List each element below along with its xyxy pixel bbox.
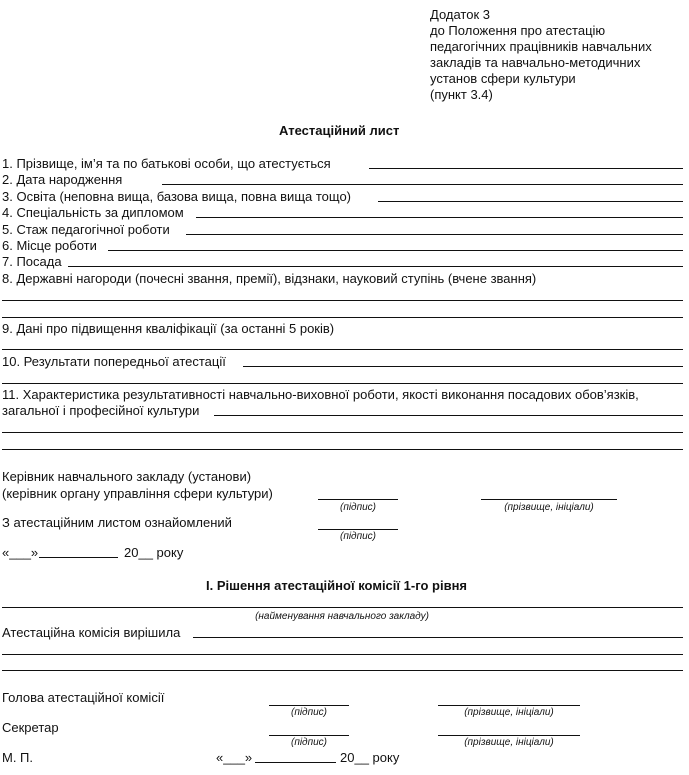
appendix-line: педагогічних працівників навчальних — [430, 39, 652, 54]
field-11-label-cont: загальної і професійної культури — [2, 403, 200, 418]
decided-label: Атестаційна комісія вирішила — [2, 625, 181, 640]
field-11-line[interactable] — [2, 449, 683, 450]
field-8-line[interactable] — [2, 317, 683, 318]
field-9-line[interactable] — [2, 349, 683, 350]
signature-caption: (підпис) — [340, 531, 376, 542]
appendix-header — [430, 7, 652, 103]
head-label-cont: (керівник органу управління сфери культури) — [2, 486, 273, 501]
name-caption: (прізвище, ініціали) — [464, 737, 554, 748]
chair-label: Голова атестаційної комісії — [2, 690, 165, 705]
field-1-label: 1. Прізвище, ім’я та по батькові особи, що атестується — [2, 156, 331, 171]
decided-line[interactable] — [2, 654, 683, 655]
secretary-label: Секретар — [2, 720, 59, 735]
name-caption: (прізвище, ініціали) — [504, 502, 594, 513]
field-10-line[interactable] — [243, 366, 683, 367]
date-day: «___» — [2, 545, 39, 560]
name-caption: (прізвище, ініціали) — [464, 707, 554, 718]
institution-caption: (найменування навчального закладу) — [255, 611, 429, 622]
field-11-label: 11. Характеристика результативності навчально-виховної роботи, якості виконання посадових обов’язків, — [2, 387, 639, 402]
field-2-label: 2. Дата народження — [2, 172, 123, 187]
field-6-label: 6. Місце роботи — [2, 238, 97, 253]
signature-caption: (підпис) — [340, 502, 376, 513]
field-6-line[interactable] — [108, 250, 683, 251]
appendix-line: установ сфери культури — [430, 71, 576, 86]
decision-date-month-line[interactable] — [255, 762, 336, 763]
institution-line[interactable] — [2, 607, 683, 608]
field-4-line[interactable] — [196, 217, 683, 218]
field-3-line[interactable] — [378, 201, 683, 202]
secretary-name-line[interactable] — [438, 735, 580, 736]
field-5-line[interactable] — [186, 234, 683, 235]
head-name-line[interactable] — [481, 499, 617, 500]
field-11-line[interactable] — [214, 415, 683, 416]
field-2-line[interactable] — [162, 184, 683, 185]
field-7-line[interactable] — [68, 266, 683, 267]
decision-title: І. Рішення атестаційної комісії 1-го рівня — [206, 578, 468, 593]
date-year: 20__ року — [124, 545, 184, 560]
date-month-line[interactable] — [39, 557, 118, 558]
appendix-line: закладів та навчально-методичних — [430, 55, 641, 70]
signature-caption: (підпис) — [291, 707, 327, 718]
field-7-label: 7. Посада — [2, 254, 62, 269]
decided-line[interactable] — [2, 670, 683, 671]
acquainted-label: З атестаційним листом ознайомлений — [2, 515, 232, 530]
field-8-line[interactable] — [2, 300, 683, 301]
page-title: Атестаційний лист — [279, 123, 400, 138]
acquainted-signature-line[interactable] — [318, 529, 398, 530]
chair-name-line[interactable] — [438, 705, 580, 706]
signature-caption: (підпис) — [291, 737, 327, 748]
secretary-signature-line[interactable] — [269, 735, 349, 736]
appendix-line: Додаток 3 — [430, 7, 490, 22]
field-1-line[interactable] — [369, 168, 683, 169]
field-10-line[interactable] — [2, 383, 683, 384]
field-5-label: 5. Стаж педагогічної роботи — [2, 222, 170, 237]
head-label: Керівник навчального закладу (установи) — [2, 469, 252, 484]
decided-line[interactable] — [193, 637, 683, 638]
chair-signature-line[interactable] — [269, 705, 349, 706]
field-3-label: 3. Освіта (неповна вища, базова вища, повна вища тощо) — [2, 189, 352, 204]
field-11-line[interactable] — [2, 432, 683, 433]
field-8-label: 8. Державні нагороди (почесні звання, премії), відзнаки, науковий ступінь (вчене звання) — [2, 271, 537, 286]
appendix-line: до Положення про атестацію — [430, 23, 606, 38]
field-9-label: 9. Дані про підвищення кваліфікації (за останні 5 років) — [2, 321, 335, 336]
decision-date-day: «___» — [216, 750, 253, 765]
field-4-label: 4. Спеціальність за дипломом — [2, 205, 184, 220]
field-10-label: 10. Результати попередньої атестації — [2, 354, 226, 369]
head-signature-line[interactable] — [318, 499, 398, 500]
decision-date-year: 20__ року — [340, 750, 400, 765]
seal-label: М. П. — [2, 750, 34, 765]
appendix-line: (пункт 3.4) — [430, 87, 493, 102]
